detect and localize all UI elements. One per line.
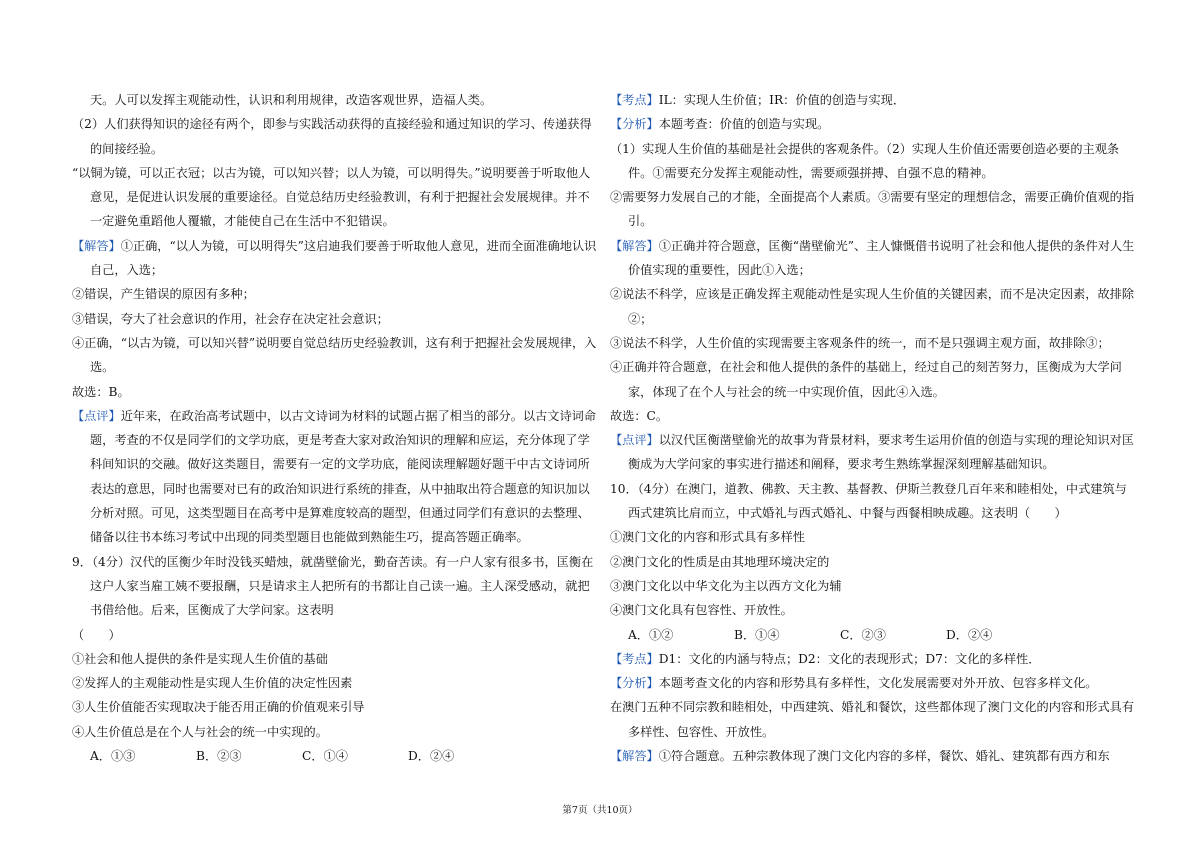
paragraph-text: IL：实现人生价值；IR：价值的创造与实现．	[658, 93, 906, 107]
paragraph-text: 故选：B。	[72, 384, 130, 399]
paragraph-text: ④澳门文化具有包容性、开放性。	[610, 603, 793, 618]
paragraph	[72, 234, 600, 283]
paragraph	[72, 380, 600, 404]
paragraph	[72, 112, 600, 161]
answer-option: D．②④	[946, 627, 993, 642]
section-tag: 【点评】	[610, 433, 659, 448]
paragraph	[610, 282, 1138, 331]
paragraph-text: ①符合题意。五种宗教体现了澳门文化内容的多样，餐饮、婚礼、建筑都有西方和东	[658, 749, 1110, 764]
paragraph	[72, 282, 600, 306]
paragraph-text: ①正确并符合题意，匡衡“凿壁偷光”、主人慷慨借书说明了社会和他人提供的条件对人生价值实现的重要性，因此①入选；	[628, 238, 1135, 278]
paragraph	[610, 671, 1138, 695]
answer-option: A．①②	[628, 627, 674, 642]
section-tag: 【分析】	[610, 117, 659, 132]
paragraph-text: ①社会和他人提供的条件是实现人生价值的基础	[72, 651, 328, 666]
paragraph-text: ④正确，“以古为镜，可以知兴替”说明要自觉总结历史经验教训，这有利于把握社会发展规律，入选。	[72, 335, 597, 375]
page-footer: 第7页（共10页）	[562, 805, 638, 816]
paragraph	[610, 404, 1138, 428]
paragraph-text: 本题考查：价值的创造与实现。	[658, 117, 830, 132]
section-tag: 【解答】	[610, 238, 659, 253]
paragraph	[72, 647, 600, 671]
paragraph	[610, 525, 1138, 549]
paragraph	[610, 574, 1138, 598]
paragraph	[610, 647, 1138, 671]
paragraph	[72, 307, 600, 331]
answer-option: C．②③	[840, 627, 886, 642]
paragraph-text: 以汉代匡衡凿壁偷光的故事为背景材料，要求考生运用价值的创造与实现的理论知识对匡衡成为大学问家的事实进行描述和阐释，要求考生熟练掌握深刻理解基础知识。	[628, 433, 1135, 472]
answer-option: C．①④	[302, 749, 348, 764]
section-tag: 【解答】	[72, 238, 121, 253]
paragraph-text: 故选：C。	[610, 408, 669, 423]
paragraph	[610, 428, 1138, 477]
paragraph-text: ③人生价值能否实现取决于能否用正确的价值观来引导	[72, 700, 365, 715]
paragraph	[610, 185, 1138, 234]
left-column	[72, 88, 600, 768]
paragraph	[610, 477, 1138, 526]
answer-option: A．①③	[90, 749, 136, 764]
paragraph	[72, 695, 600, 719]
section-tag: 【考点】	[610, 93, 659, 107]
paragraph-text: ③错误，夸大了社会意识的作用，社会存在决定社会意识；	[72, 311, 389, 326]
paragraph-text: ④正确并符合题意，在社会和他人提供的条件的基础上，经过自己的刻苦努力，匡衡成为大学问家，体现了在个人与社会的统一中实现价值，因此④入选。	[610, 360, 1122, 399]
paragraph-text: 天。人可以发挥主观能动性，认识和利用规律，改造客观世界，造福人类。	[90, 93, 493, 107]
paragraph	[72, 88, 600, 112]
paragraph-text: “以铜为镜，可以正衣冠；以古为镜，可以知兴替；以人为镜，可以明得失。”说明要善于听取他人意见，是促进认识发展的重要途径。自觉总结历史经验教训，有利于把握社会发展规律。并不一定避免重蹈他人覆辙，才能使自己在生活中不犯错误。	[72, 165, 591, 229]
answer-option: B．②③	[196, 749, 242, 764]
paragraph-text: ③澳门文化以中华文化为主以西方文化为辅	[610, 578, 842, 593]
paragraph	[72, 671, 600, 695]
paragraph	[610, 234, 1138, 283]
paragraph-text: 10．（4分）在澳门，道教、佛教、天主教、基督教、伊斯兰教登几百年来和睦相处，中式建筑与西式建筑比肩而立，中式婚礼与西式婚礼、中餐与西餐相映成趣。这表明（ ）	[610, 481, 1127, 521]
paragraph	[72, 720, 600, 744]
section-tag: 【分析】	[610, 676, 659, 691]
paragraph	[610, 695, 1138, 744]
paragraph	[610, 355, 1138, 404]
paragraph-text: ④人生价值总是在个人与社会的统一中实现的。	[72, 724, 328, 739]
paragraph-text: （2）人们获得知识的途径有两个，即参与实践活动获得的直接经验和通过知识的学习、传递获得的间接经验。	[72, 117, 592, 156]
answer-options	[72, 744, 600, 768]
paragraph-text: ②发挥人的主观能动性是实现人生价值的决定性因素	[72, 676, 353, 691]
paragraph	[610, 112, 1138, 136]
section-tag: 【点评】	[72, 408, 121, 423]
paragraph-text: ②错误，产生错误的原因有多种；	[72, 287, 255, 302]
right-column	[610, 88, 1138, 768]
paragraph-text: ③说法不科学，人生价值的实现需要主客观条件的统一，而不是只强调主观方面，故排除③；	[610, 335, 1110, 350]
paragraph-text: （ ）	[72, 627, 121, 642]
paragraph-text: 本题考查文化的内容和形势具有多样性，文化发展需要对外开放、包容多样文化。	[658, 676, 1098, 691]
paragraph-text: ②澳门文化的性质是由其地理环境决定的	[610, 554, 830, 569]
paragraph	[610, 744, 1138, 768]
section-tag: 【考点】	[610, 651, 659, 666]
paragraph	[610, 88, 1138, 112]
paragraph-text: 近年来，在政治高考试题中，以古文诗词为材料的试题占据了相当的部分。以古文诗词命题，考查的不仅是同学们的文学功底，更是考查大家对政治知识的理解和应运，充分体现了学科间知识的交融。做好这类题目，需要有一定的文学功底，能阅读理解题好题干中古文诗词所表达的意思，同时也需要对已有的政治知识进行系统的排查，从中抽取出符合题意的知识加以分析对照。可见，这类型题目在高考中是算难度较高的题型，但通过同学们有意识的去整理、储备以往书本练习考试中出现的同类型题目也能做到熟能生巧，提高答题正确率。	[90, 408, 597, 545]
paragraph	[72, 623, 600, 647]
answer-options	[610, 623, 1138, 647]
paragraph-text: ②说法不科学，应该是正确发挥主观能动性是实现人生价值的关键因素，而不是决定因素，故排除②；	[610, 287, 1135, 326]
paragraph-text: （1）实现人生价值的基础是社会提供的客观条件。（2）实现人生价值还需要创造必要的主观条件。①需要充分发挥主观能动性，需要顽强拼搏、自强不息的精神。	[610, 141, 1120, 180]
paragraph	[72, 331, 600, 380]
paragraph-text: ①正确，“以人为镜，可以明得失”这启迪我们要善于听取他人意见，进而全面准确地认识自己，入选；	[90, 238, 597, 278]
paragraph	[610, 331, 1138, 355]
paragraph	[610, 598, 1138, 622]
section-tag: 【解答】	[610, 749, 659, 764]
paragraph-text: D1：文化的内涵与特点；D2：文化的表现形式；D7：文化的多样性．	[658, 651, 1041, 666]
paragraph	[610, 550, 1138, 574]
answer-option: B．①④	[734, 627, 780, 642]
paragraph-text: ②需要努力发展自己的才能，全面提高个人素质。③需要有坚定的理想信念，需要正确价值观的指引。	[610, 190, 1135, 229]
paragraph	[72, 550, 600, 623]
paragraph	[72, 404, 600, 550]
answer-option: D．②④	[408, 749, 455, 764]
paragraph-text: 9．（4分）汉代的匡衡少年时没钱买蜡烛，就凿壁偷光，勤奋苦读。有一户人家有很多书，匡衡在这户人家当雇工姨不要报酬，只是请求主人把所有的书都让自己读一遍。主人深受感动，就把书借给他。后来，匡衡成了大学问家。这表明	[72, 554, 594, 618]
paragraph-text: ①澳门文化的内容和形式具有多样性	[610, 530, 805, 545]
paragraph-text: 在澳门五种不同宗教和睦相处，中西建筑、婚礼和餐饮，这些都体现了澳门文化的内容和形式具有多样性、包容性、开放性。	[610, 700, 1135, 739]
paragraph	[72, 161, 600, 234]
paragraph	[610, 137, 1138, 186]
